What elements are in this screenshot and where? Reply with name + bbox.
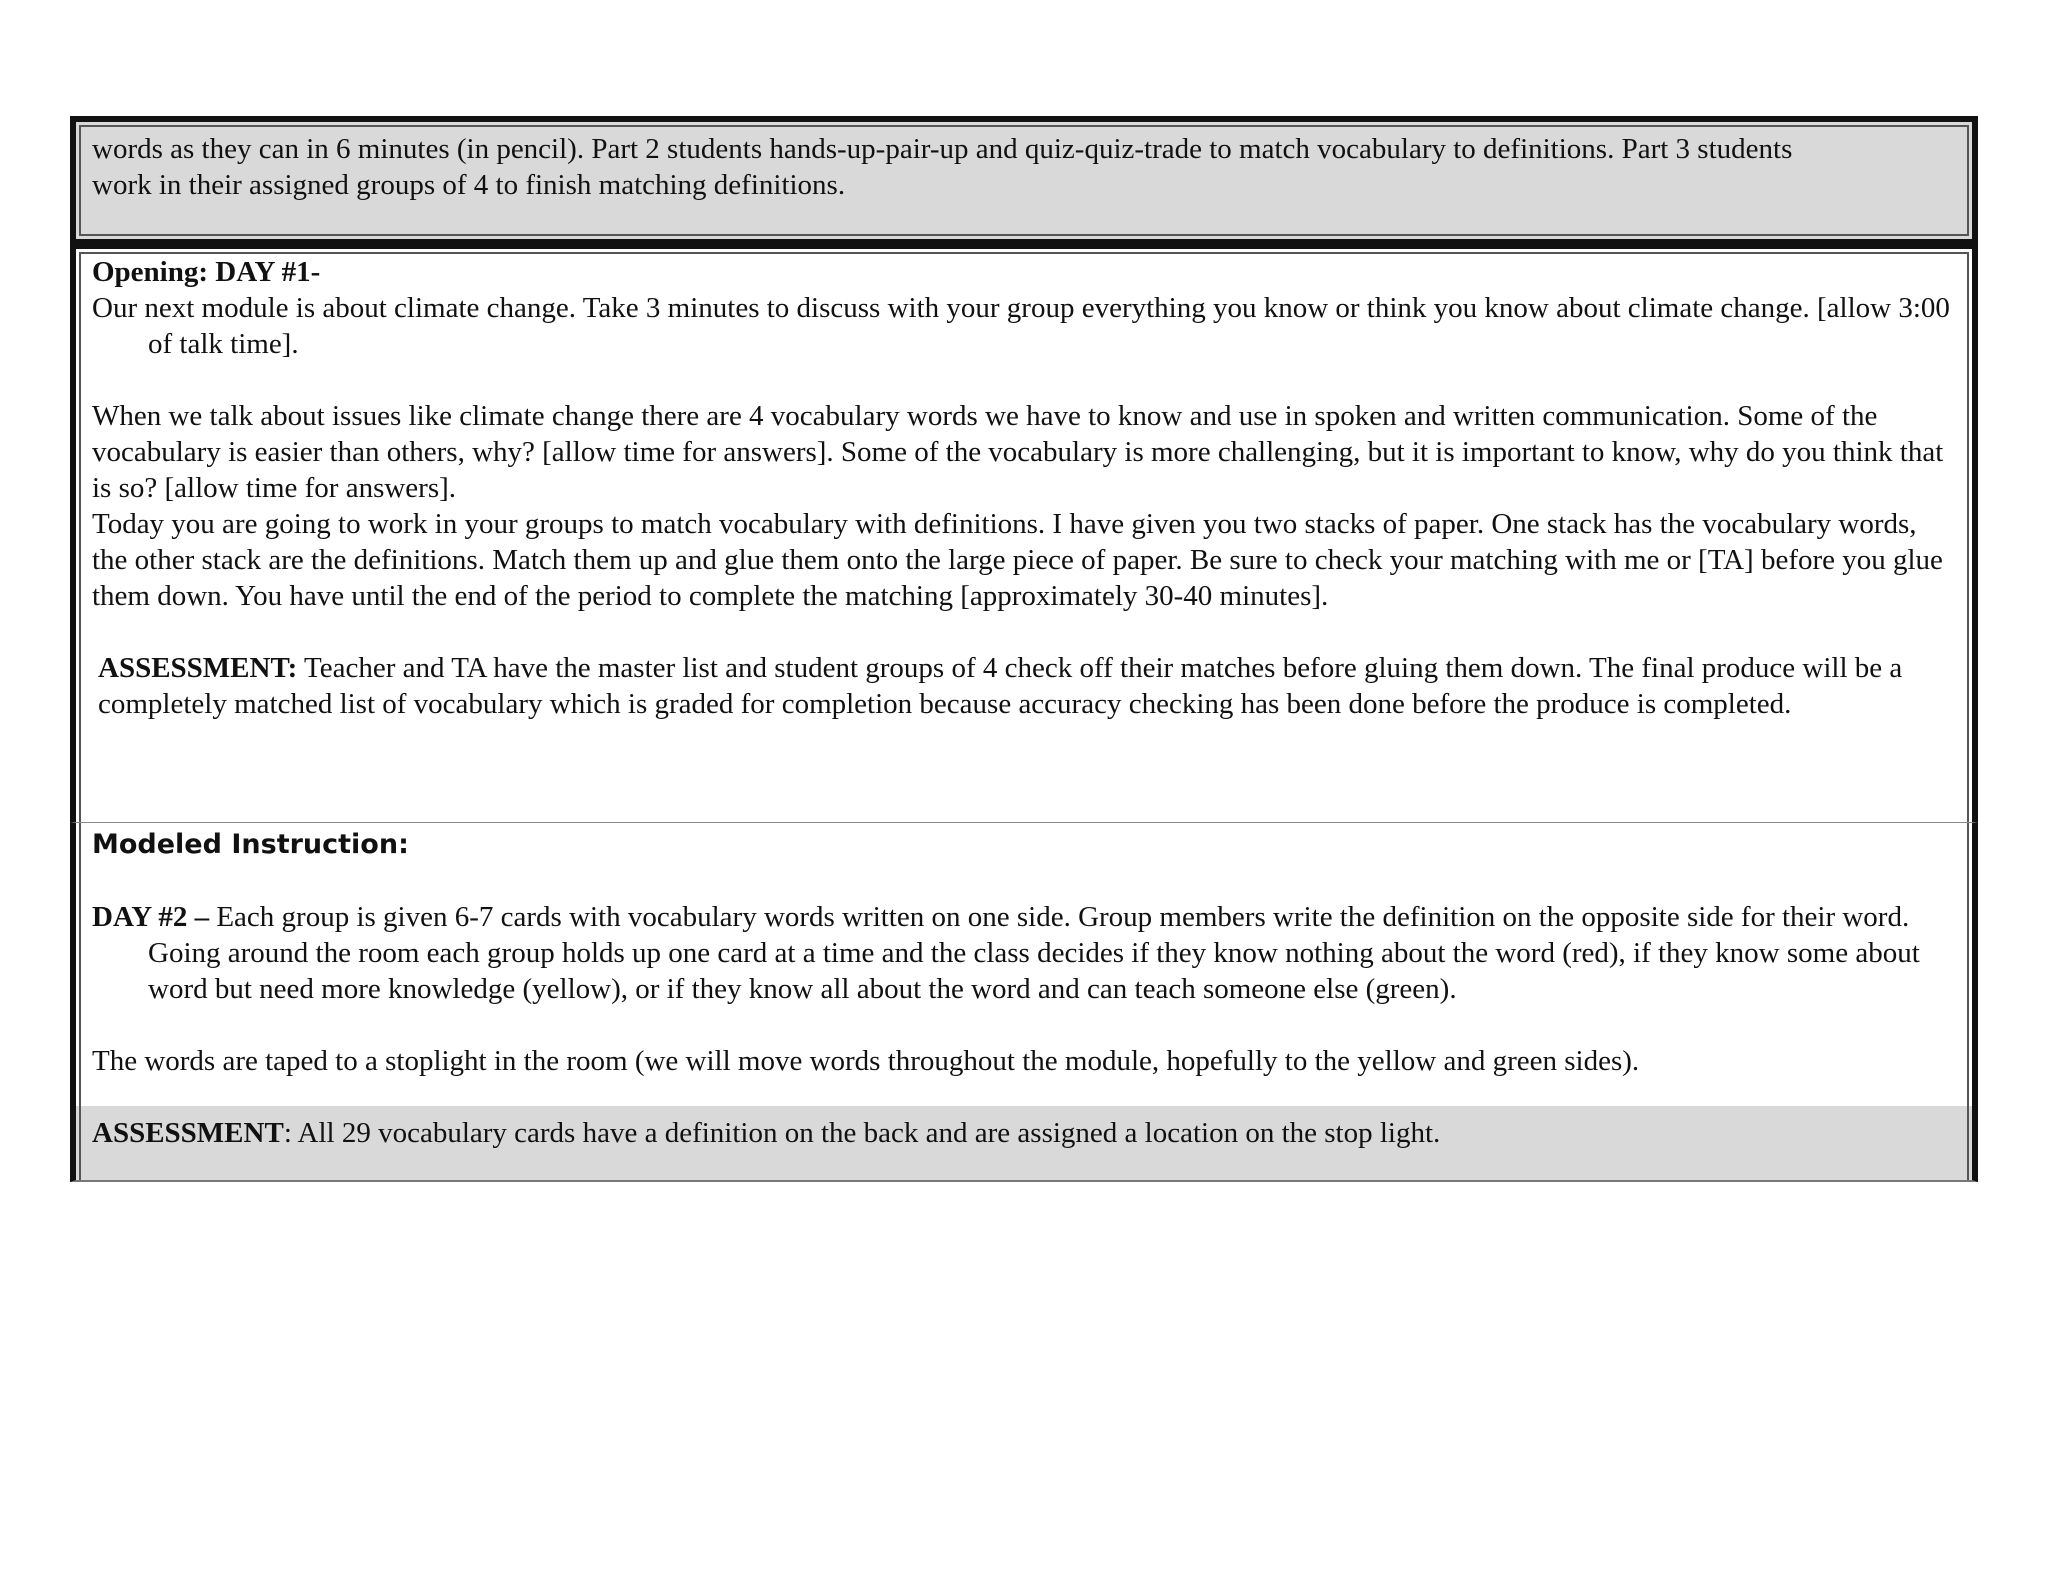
opening-assessment-text: Teacher and TA have the master list and student groups of 4 check off their matches before gluing them down. The final produce will be a completely matched list of vocabulary which is graded for completion because accuracy checking has been done before the produce is completed. [98, 652, 1903, 720]
spacer [92, 1079, 1958, 1115]
intro-line-2: work in their assigned groups of 4 to finish matching definitions. [92, 169, 846, 201]
modeled-assessment [92, 1115, 1958, 1151]
opening-cell [70, 246, 1978, 822]
spacer [92, 863, 1958, 899]
lesson-plan-table [70, 116, 1978, 1182]
day2-text: Each group is given 6-7 cards with vocabulary words written on one side. Group members write the definition on the opposite side for their word. Going around the room each group holds up one card at a time and the class decides if they know nothing about the word (red), if they know some about word but need more knowledge (yellow), or if they know all about the word and can teach someone else (green). [148, 901, 1920, 1005]
day2-paragraph [92, 899, 1958, 1007]
modeled-instruction-cell [70, 822, 1978, 1182]
intro-line-1: words as they can in 6 minutes (in pencil). Part 2 students hands-up-pair-up and quiz-quiz-trade to match vocabulary to definitions. Part 3 students [92, 133, 1793, 165]
modeled-heading: Modeled Instruction: [92, 829, 409, 860]
opening-paragraph-3: Today you are going to work in your groups to match vocabulary with definitions. I have given you two stacks of paper. One stack has the vocabulary words, the other stack are the definitions. Match them up and glue them onto the large piece of paper. Be sure to check your matching with me or [TA] before you glue them down. You have until the end of the period to complete the matching [approximately 30-40 minutes]. [92, 508, 1943, 612]
spacer [92, 362, 1958, 398]
intro-cell [70, 116, 1978, 246]
opening-content [92, 254, 1958, 722]
modeled-content [92, 827, 1958, 1151]
opening-paragraph-2: When we talk about issues like climate change there are 4 vocabulary words we have to know and use in spoken and written communication. Some of the vocabulary is easier than others, why? [allow time for answers]. Some of the vocabulary is more challenging, but it is important to know, why do you think that is so? [allow time for answers]. [92, 400, 1944, 504]
opening-heading: Opening: DAY #1- [92, 256, 321, 288]
opening-paragraph-1: Our next module is about climate change. Take 3 minutes to discuss with your group everything you know or think you know about climate change. [allow 3:00 of talk time]. [92, 292, 1950, 360]
spacer [92, 1007, 1958, 1043]
stoplight-paragraph: The words are taped to a stoplight in the room (we will move words throughout the module, hopefully to the yellow and green sides). [92, 1045, 1640, 1077]
modeled-assessment-text: : All 29 vocabulary cards have a definition on the back and are assigned a location on the stop light. [283, 1117, 1441, 1149]
modeled-assessment-label: ASSESSMENT [92, 1117, 284, 1149]
opening-assessment [92, 650, 1958, 722]
opening-assessment-label: ASSESSMENT: [98, 652, 298, 684]
intro-text [92, 131, 1958, 203]
day2-label: DAY #2 – [92, 901, 210, 933]
spacer [92, 614, 1958, 650]
